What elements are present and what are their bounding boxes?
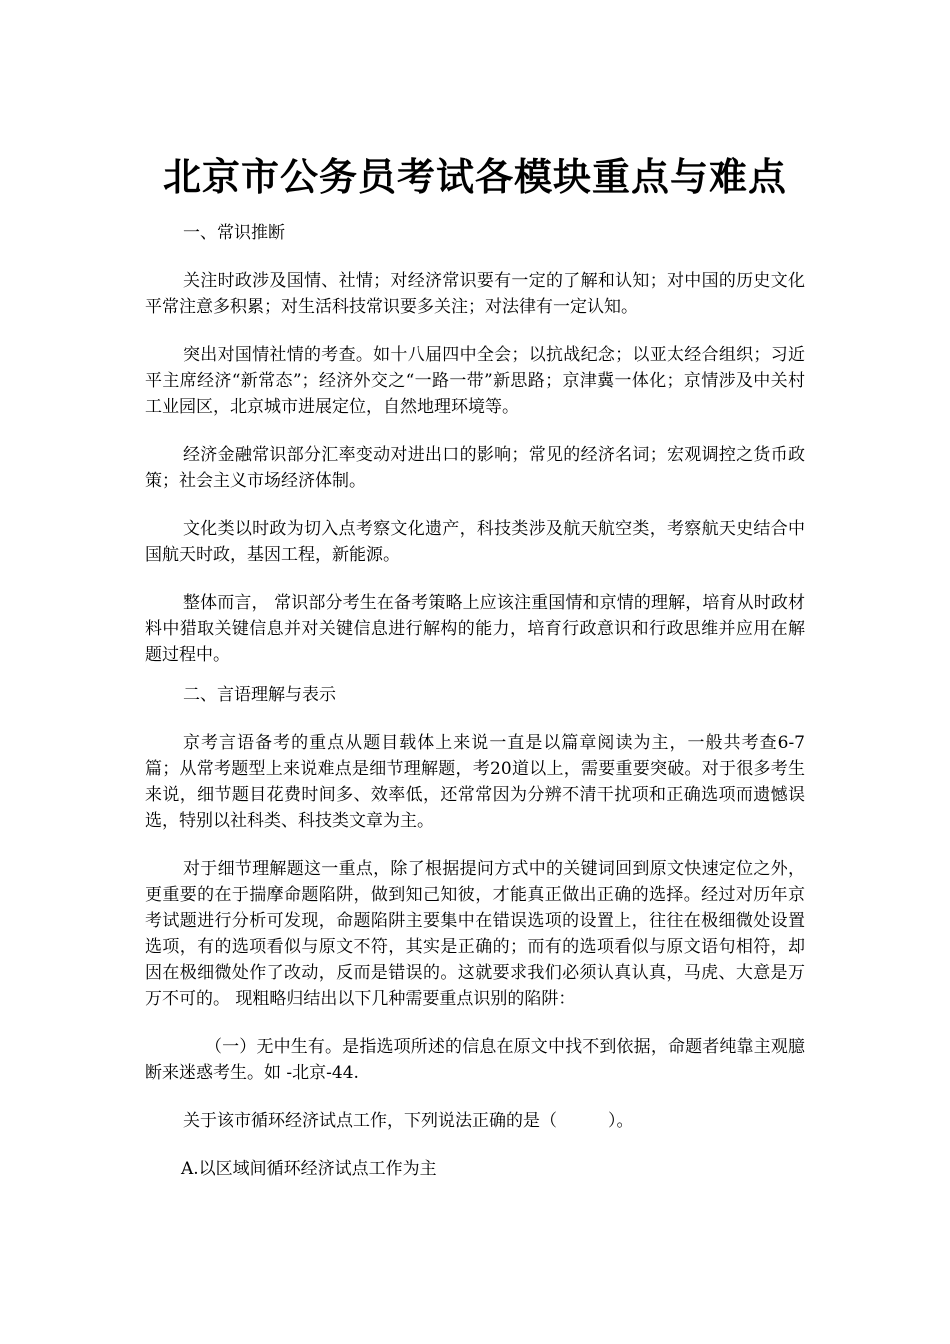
paragraph-7: 对于细节理解题这一重点，除了根据提问方式中的关键词回到原文快速定位之外，更重要的在于揣摩命题陷阱，做到知己知彼，才能真正做出正确的选择。经过对历年京考试题进行分析可发现，命题陷阱主要集中在错误选项的设置上，往往在极细微处设置选项，有的选项看似与原文不符，其实是正确的；而有的选项看似与原文语句相符，却因在极细微处作了改动，反而是错误的。这就要求我们必须认真认真，马虎、大意是万万不可的。 现粗略归结出以下几种需要重点识别的陷阱： [145,859,805,1009]
document-page [145,148,805,1182]
paragraph-1: 关注时政涉及国情、社情；对经济常识要有一定的了解和认知；对中国的历史文化平常注意多积累；对生活科技常识要多关注；对法律有一定认知。 [145,271,805,317]
section-heading-language: 二、言语理解与表示 [183,685,336,705]
paragraph-4: 文化类以时政为切入点考察文化遗产，科技类涉及航天航空类，考察航天史结合中国航天时政，基因工程，新能源。 [145,519,805,565]
question-stem: 关于该市循环经济试点工作，下列说法正确的是（ ）。 [183,1111,634,1131]
paragraph-8: （一）无中生有。是指选项所述的信息在原文中找不到依据，命题者纯靠主观臆断来迷惑考生。如 -北京-44. [145,1037,805,1083]
section-heading-common-sense: 一、常识推断 [183,223,285,243]
paragraph-5: 整体而言， 常识部分考生在备考策略上应该注重国情和京情的理解，培育从时政材料中猎取关键信息并对关键信息进行解构的能力，培育行政意识和行政思维并应用在解题过程中。 [145,593,805,665]
option-a: A.以区域间循环经济试点工作为主 [181,1159,437,1179]
paragraph-3: 经济金融常识部分汇率变动对进出口的影响；常见的经济名词；宏观调控之货币政策；社会主义市场经济体制。 [145,445,805,491]
paragraph-6: 京考言语备考的重点从题目载体上来说一直是以篇章阅读为主，一般共考查6-7篇；从常考题型上来说难点是细节理解题，考20道以上，需要重要突破。对于很多考生来说，细节题目花费时间多、效率低，还常常因为分辨不清干扰项和正确选项而遗憾误选，特别以社科类、科技类文章为主。 [145,733,805,831]
document-title: 北京市公务员考试各模块重点与难点 [162,154,787,199]
paragraph-2: 突出对国情社情的考查。如十八届四中全会；以抗战纪念；以亚太经合组织；习近平主席经济“新常态”；经济外交之“一路一带”新思路；京津冀一体化；京情涉及中关村工业园区，北京城市进展定位，自然地理环境等。 [145,345,805,417]
